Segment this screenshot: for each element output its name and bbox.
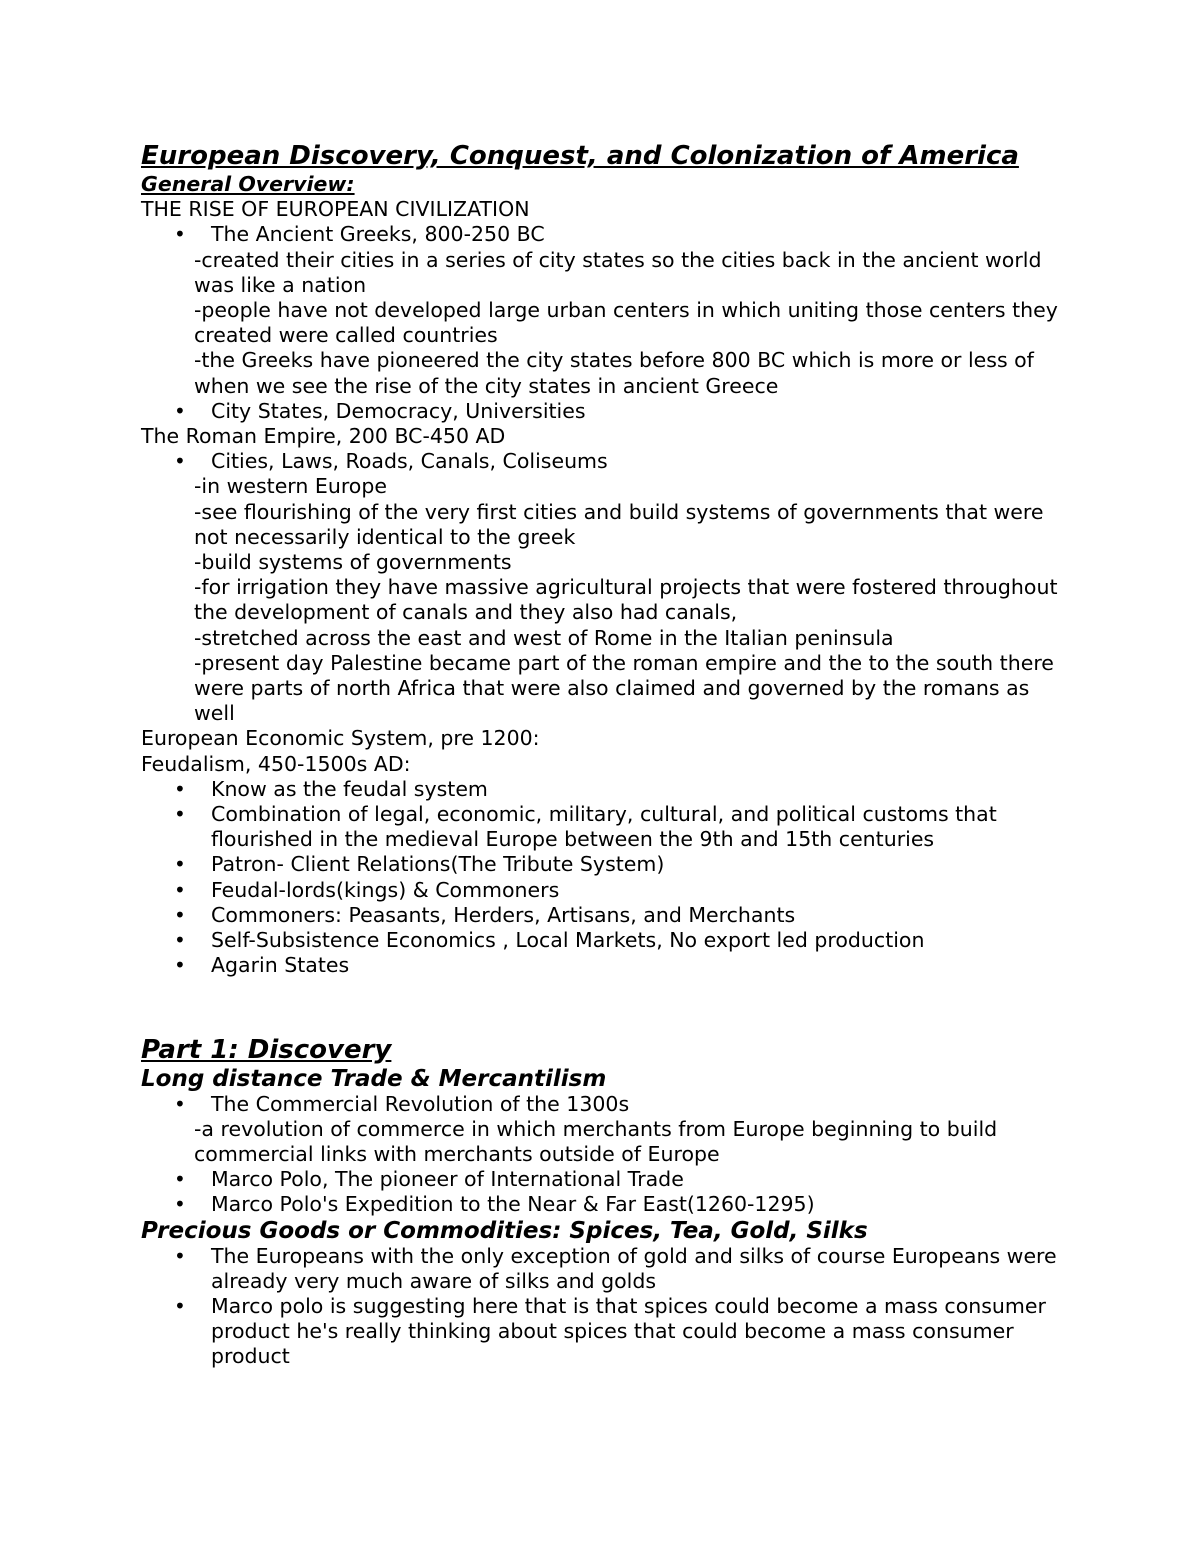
list-item: [141, 222, 1071, 247]
rise-heading: THE RISE OF EUROPEAN CIVILIZATION: [141, 197, 530, 222]
economic-heading: European Economic System, pre 1200:: [141, 726, 540, 751]
bullet-icon: •: [174, 953, 186, 978]
bullet-icon: •: [174, 1192, 186, 1217]
rome-note: -stretched across the east and west of Rome in the Italian peninsula: [194, 625, 894, 650]
list-item: [141, 953, 1071, 978]
part1-heading: Part 1: Discovery: [141, 1034, 392, 1065]
bullet-icon: •: [174, 1243, 186, 1268]
rome-note: -in western Europe: [194, 474, 387, 499]
list-item-text: Agarin States: [211, 953, 350, 978]
list-item-text: Self-Subsistence Economics , Local Markets, No export led production: [211, 928, 925, 953]
list-item: [141, 1167, 1071, 1192]
feudalism-list: [141, 777, 1071, 979]
greeks-note: -people have not developed large urban centers in which uniting those centers they created were called countries: [194, 298, 1058, 348]
document-page: [141, 140, 1071, 1370]
bullet-icon: •: [174, 398, 186, 423]
bullet-icon: •: [174, 1167, 186, 1192]
trade-heading: Long distance Trade & Mercantilism: [141, 1065, 607, 1092]
list-item: [141, 1192, 1071, 1217]
greeks-note: -created their cities in a series of city states so the cities back in the ancient world was like a nation: [194, 247, 1042, 297]
list-item-text: The Ancient Greeks, 800-250 BC: [211, 222, 545, 247]
greeks-list: [141, 222, 1071, 247]
list-item: [141, 1092, 1071, 1117]
list-item-text: City States, Democracy, Universities: [211, 398, 586, 423]
list-item-text: Know as the feudal system: [211, 776, 488, 801]
bullet-icon: •: [174, 222, 186, 247]
goods-list: [141, 1244, 1071, 1370]
list-item-text: The Commercial Revolution of the 1300s: [211, 1091, 630, 1116]
bullet-icon: •: [174, 928, 186, 953]
document-title: European Discovery, Conquest, and Colonization of America: [141, 141, 1019, 171]
bullet-icon: •: [174, 1091, 186, 1116]
bullet-icon: •: [174, 802, 186, 827]
rome-note: -for irrigation they have massive agricultural projects that were fostered throughout the development of canals and they also had canals,: [194, 575, 1058, 625]
list-item-text: Marco Polo, The pioneer of International Trade: [211, 1167, 684, 1192]
list-item: [141, 928, 1071, 953]
list-item: [141, 802, 1071, 852]
section-spacer: [141, 979, 1071, 1034]
list-item: [141, 878, 1071, 903]
feudalism-heading: Feudalism, 450-1500s AD:: [141, 751, 411, 776]
trade-note: -a revolution of commerce in which merchants from Europe beginning to build commercial links with merchants outside of Europe: [194, 1116, 998, 1166]
list-item-text: Patron- Client Relations(The Tribute System): [211, 852, 665, 877]
bullet-icon: •: [174, 902, 186, 927]
rome-note: -present day Palestine became part of the roman empire and the to the south there were parts of north Africa that were also claimed and governed by the romans as well: [194, 650, 1054, 726]
general-overview-heading: General Overview:: [141, 172, 355, 196]
list-item: [141, 852, 1071, 877]
list-item: [141, 1244, 1071, 1294]
list-item: [141, 777, 1071, 802]
rome-note: -see flourishing of the very first cities and build systems of governments that were not necessarily identical to the greek: [194, 499, 1044, 549]
list-item: [141, 399, 1071, 424]
list-item-text: Commoners: Peasants, Herders, Artisans, and Merchants: [211, 902, 796, 927]
bullet-icon: •: [174, 1293, 186, 1318]
list-item-text: Cities, Laws, Roads, Canals, Coliseums: [211, 449, 608, 474]
list-item: [141, 449, 1071, 474]
greeks-note: -the Greeks have pioneered the city states before 800 BC which is more or less of when we see the rise of the city states in ancient Greece: [194, 348, 1034, 398]
list-item-text: Marco Polo's Expedition to the Near & Far East(1260-1295): [211, 1192, 815, 1217]
greeks-list-2: [141, 399, 1071, 424]
list-item: [141, 1294, 1071, 1370]
list-item-text: Feudal-lords(kings) & Commoners: [211, 877, 560, 902]
bullet-icon: •: [174, 449, 186, 474]
list-item-text: The Europeans with the only exception of gold and silks of course Europeans were already very much aware of silks and golds: [211, 1243, 1057, 1293]
bullet-icon: •: [174, 852, 186, 877]
trade-list-2: [141, 1167, 1071, 1217]
bullet-icon: •: [174, 877, 186, 902]
trade-list: [141, 1092, 1071, 1117]
rome-list: [141, 449, 1071, 474]
list-item-text: Combination of legal, economic, military, cultural, and political customs that flourished in the medieval Europe between the 9th and 15th centuries: [211, 802, 997, 852]
bullet-icon: •: [174, 776, 186, 801]
rome-note: -build systems of governments: [194, 550, 512, 575]
list-item: [141, 903, 1071, 928]
list-item-text: Marco polo is suggesting here that is that spices could become a mass consumer product he's really thinking about spices that could become a mass consumer product: [211, 1293, 1046, 1369]
rome-heading: The Roman Empire, 200 BC-450 AD: [141, 424, 506, 449]
goods-heading: Precious Goods or Commodities: Spices, Tea, Gold, Silks: [141, 1217, 868, 1244]
